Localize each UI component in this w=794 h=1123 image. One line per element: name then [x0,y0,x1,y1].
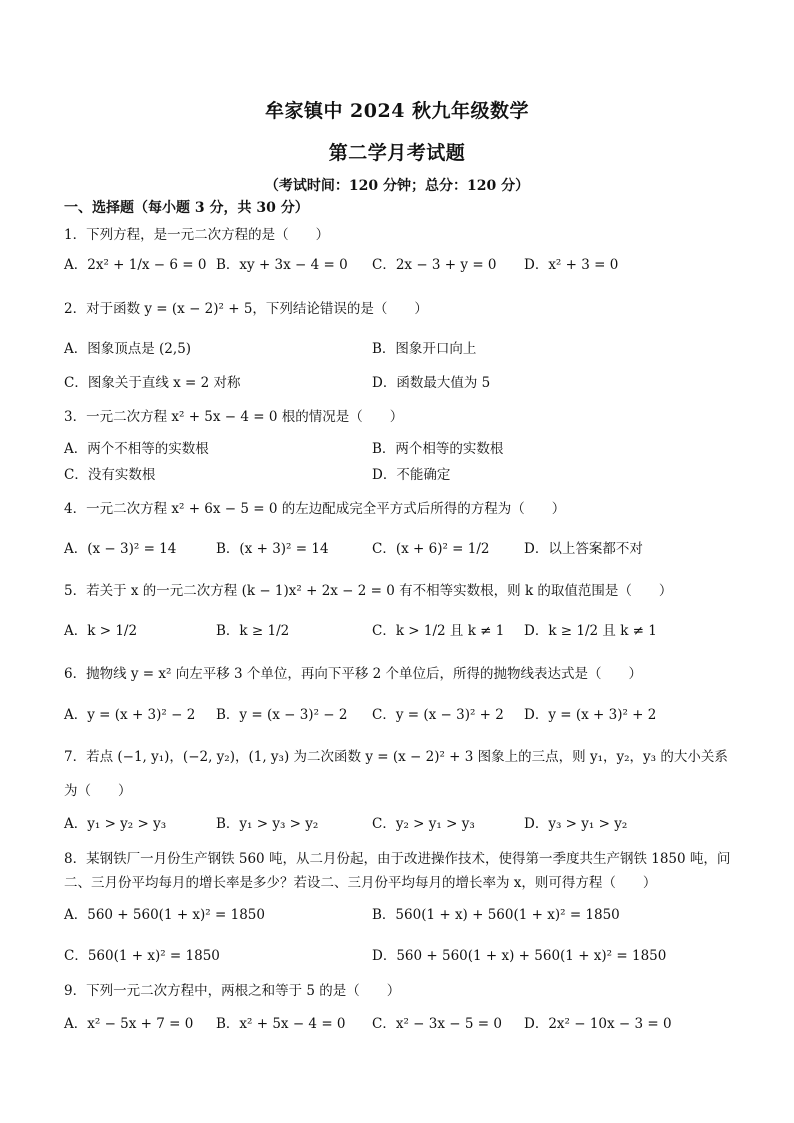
question-6-option-a: A．y = (x + 3)² − 2 [64,707,196,723]
question-6-option-c: C．y = (x − 3)² + 2 [372,707,504,723]
question-7-stem-continued: 为（ ） [64,783,132,799]
question-9-option-a: A．x² − 5x + 7 = 0 [64,1016,194,1032]
question-5-option-b: B．k ≥ 1/2 [216,623,290,639]
question-5-option-d: D．k ≥ 1/2 且 k ≠ 1 [524,623,657,639]
question-5-stem: 5．若关于 x 的一元二次方程 (k − 1)x² + 2x − 2 = 0 有不相等实数根，则 k 的取值范围是（ ） [64,583,673,599]
question-8-stem-continued: 二、三月份平均每月的增长率是多少？若设二、三月份平均每月的增长率为 x，则可得方程（ ） [64,875,657,891]
question-8-option-d: D．560 + 560(1 + x) + 560(1 + x)² = 1850 [372,948,667,964]
question-6-option-d: D．y = (x + 3)² + 2 [524,707,657,723]
question-1-stem: 1．下列方程，是一元二次方程的是（ ） [64,227,330,243]
question-3-option-c: C．没有实数根 [64,467,156,483]
question-2-option-b: B．图象开口向上 [372,341,477,357]
question-2-option-c: C．图象关于直线 x = 2 对称 [64,375,241,391]
question-4-option-a: A．(x − 3)² = 14 [64,541,177,557]
question-1-option-c: C．2x − 3 + y = 0 [372,257,497,273]
question-2-stem: 2．对于函数 y = (x − 2)² + 5，下列结论错误的是（ ） [64,301,428,317]
question-3-stem: 3．一元二次方程 x² + 5x − 4 = 0 根的情况是（ ） [64,409,404,425]
question-4-option-c: C．(x + 6)² = 1/2 [372,541,490,557]
question-8-option-a: A．560 + 560(1 + x)² = 1850 [64,907,265,923]
question-7-option-b: B．y₁ > y₃ > y₂ [216,816,319,832]
question-4-stem: 4．一元二次方程 x² + 6x − 5 = 0 的左边配成完全平方式后所得的方程为（ ） [64,501,566,517]
question-7-option-d: D．y₃ > y₁ > y₂ [524,816,628,832]
question-1-option-a: A．2x² + 1/x − 6 = 0 [64,257,207,273]
question-2-option-a: A．图象顶点是 (2,5) [64,341,192,357]
question-9-option-d: D．2x² − 10x − 3 = 0 [524,1016,672,1032]
question-8-option-c: C．560(1 + x)² = 1850 [64,948,220,964]
question-4-option-d: D．以上答案都不对 [524,541,643,557]
question-5-option-c: C．k > 1/2 且 k ≠ 1 [372,623,505,639]
exam-info: （考试时间：120 分钟；总分：120 分） [264,178,530,194]
question-8-option-b: B．560(1 + x) + 560(1 + x)² = 1850 [372,907,620,923]
question-1-option-d: D．x² + 3 = 0 [524,257,619,273]
question-6-option-b: B．y = (x − 3)² − 2 [216,707,348,723]
question-9-option-c: C．x² − 3x − 5 = 0 [372,1016,502,1032]
page-subtitle: 第二学月考试题 [328,142,466,164]
section-heading: 一、选择题（每小题 3 分，共 30 分） [64,200,309,216]
question-3-option-a: A．两个不相等的实数根 [64,441,209,457]
question-7-stem: 7．若点 (−1, y₁)，(−2, y₂)，(1, y₃) 为二次函数 y = (x − 2)² + 3 图象上的三点，则 y₁，y₂，y₃ 的大小关系 [64,749,728,765]
question-7-option-a: A．y₁ > y₂ > y₃ [64,816,167,832]
page-title: 牟家镇中 2024 秋九年级数学 [264,100,530,122]
question-2-option-d: D．函数最大值为 5 [372,375,491,391]
question-5-option-a: A．k > 1/2 [64,623,138,639]
question-4-option-b: B．(x + 3)² = 14 [216,541,329,557]
question-7-option-c: C．y₂ > y₁ > y₃ [372,816,475,832]
question-3-option-d: D．不能确定 [372,467,451,483]
question-9-stem: 9．下列一元二次方程中，两根之和等于 5 的是（ ） [64,983,401,999]
question-6-stem: 6．抛物线 y = x² 向左平移 3 个单位，再向下平移 2 个单位后，所得的抛物线表达式是（ ） [64,666,643,682]
question-9-option-b: B．x² + 5x − 4 = 0 [216,1016,346,1032]
question-8-stem: 8．某钢铁厂一月份生产钢铁 560 吨，从二月份起，由于改进操作技术，使得第一季度共生产钢铁 1850 吨，问 [64,851,731,867]
question-3-option-b: B．两个相等的实数根 [372,441,504,457]
question-1-option-b: B．xy + 3x − 4 = 0 [216,257,348,273]
